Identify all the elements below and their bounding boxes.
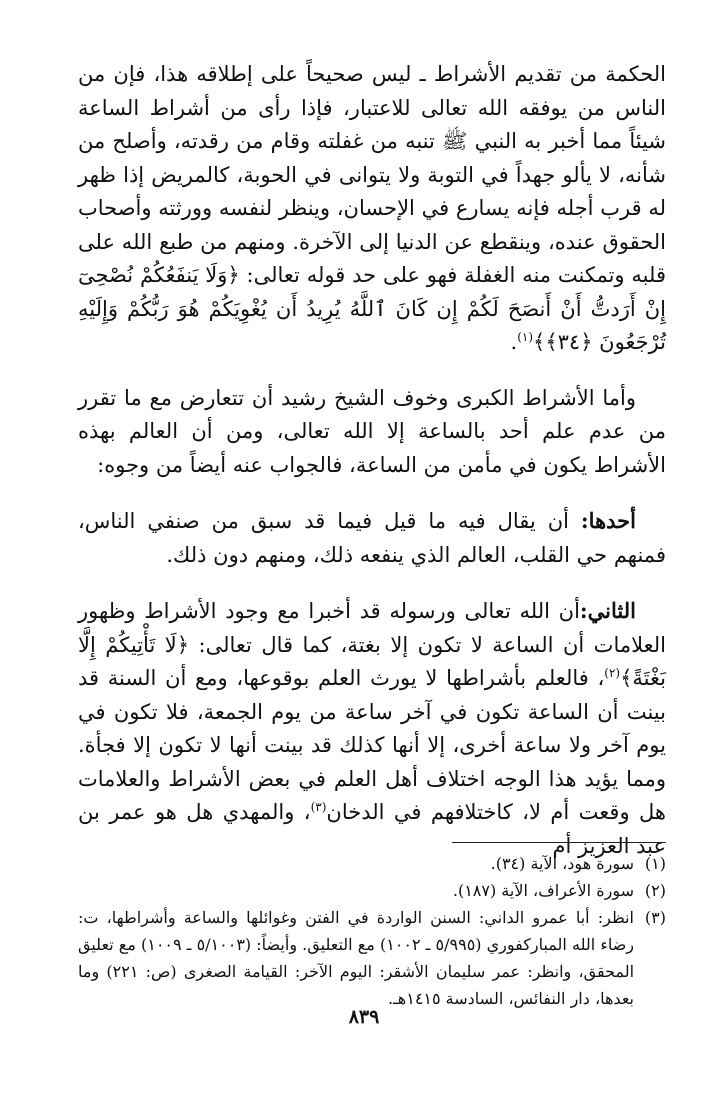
paragraph-gap [78, 482, 666, 504]
paragraph-1 [78, 58, 666, 360]
paragraph-4-text-3: ، والمهدي هل هو عمر بن عبد العزيز أم [78, 800, 666, 858]
footnote-divider [452, 842, 666, 843]
footnotes [78, 850, 666, 1012]
footnote-3-number: (٣) [644, 908, 666, 927]
paragraph-gap [78, 360, 666, 382]
paragraph-2 [78, 382, 666, 483]
paragraph-4-text: أن الله تعالى ورسوله قد أخبرا مع وجود الأشراط وظهور العلامات أن الساعة لا تكون إلا بغتة، كما قال تعالى: ﴿لَا تَأْتِيكُمْ إِلَّا بَغْتَةً﴾ [78, 599, 666, 690]
main-text [78, 58, 666, 863]
page-number: ٨٣٩ [348, 1006, 380, 1028]
paragraph-4-text-2: ، فالعلم بأشراطها لا يورث العلم بوقوعها، ومع أن السنة قد بينت أن الساعة تكون في آخر ساعة من يوم الجمعة، فلا تكون في يوم آخر ولا ساعة أخرى، إلا أنها كذلك قد بينت أنها لا تكون إلا فجأة. ومما يؤيد هذا الوجه اختلاف أهل العلم في بعض الأشراط والعلامات هل وقعت أم لا، كاختلافهم في الدخان [78, 666, 666, 824]
paragraph-3 [78, 504, 666, 572]
footnote-ref-2: (٢) [604, 666, 621, 680]
footnote-ref-1: (١) [517, 330, 534, 344]
paragraph-3-text: أن يقال فيه ما قيل فيما قد سبق من صنفي الناس، فمنهم حي القلب، العالم الذي ينفعه ذلك، ومنهم دون ذلك. [78, 509, 666, 567]
footnote-1 [78, 850, 666, 877]
footnote-2-number: (٢) [644, 881, 666, 900]
paragraph-4 [78, 594, 666, 863]
footnote-1-number: (١) [644, 854, 666, 873]
footnote-2-text: سورة الأعراف، الآية (١٨٧). [452, 881, 634, 900]
paragraph-2-text: وأما الأشراط الكبرى وخوف الشيخ رشيد أن تتعارض مع ما تقرر من عدم علم أحد بالساعة إلا الله تعالى، ومن أن العالم بهذه الأشراط يكون في مأمن من الساعة، فالجواب عنه أيضاً من وجوه: [78, 385, 666, 477]
paragraph-3-lead: أحدها: [580, 508, 636, 533]
footnote-3-text: انظر: أبا عمرو الداني: السنن الواردة في الفتن وغوائلها والساعة وأشراطها، ت: رضاء الله المباركفوري (٥/٩٩٥ ـ ١٠٠٢) مع التعليق. وأيضاً: (٥/١٠٠٣ ـ ١٠٠٩) مع تعليق المحقق، وانظر: عمر سليمان الأشقر: اليوم الآخر: القيامة الصغرى (ص: ٢٢١) وما بعدها، دار النفائس، السادسة ١٤١٥هـ. [78, 908, 635, 1008]
paragraph-1-tail: . [510, 330, 518, 354]
footnote-1-text: سورة هود، الآية (٣٤). [490, 854, 634, 873]
footnote-ref-3: (٣) [310, 800, 327, 814]
footnote-3 [78, 904, 666, 1012]
paragraph-1-text: الحكمة من تقديم الأشراط ـ ليس صحيحاً على إطلاقه هذا، فإن من الناس من يوفقه الله تعالى للاعتبار، فإذا رأى من أشراط الساعة شيئاً مما أخبر به النبي ﷺ تنبه من غفلته وقام من رقدته، وأصلح من شأنه، لا يألو جهداً في التوبة ولا يتوانى في الحوبة، كالمريض إذا ظهر له قرب أجله فإنه يسارع في الإحسان، وينظر لنفسه وورثته وأصحاب الحقوق عنده، وينقطع عن الدنيا إلى الآخرة. ومنهم من طبع الله على قلبه وتمكنت منه الغفلة فهو على حد قوله تعالى: ﴿وَلَا يَنفَعُكُمْ نُصْحِىٓ إِنْ أَرَدتُّ أَنْ أَنصَحَ لَكُمْ إِن كَانَ ٱللَّهُ يُرِيدُ أَن يُغْوِيَكُمْ هُوَ رَبُّكُمْ وَإِلَيْهِ تُرْجَعُونَ ﴿٣٤﴾﴾ [78, 62, 666, 354]
paragraph-4-lead: الثاني: [579, 598, 636, 623]
footnote-2 [78, 877, 666, 904]
paragraph-gap [78, 572, 666, 594]
